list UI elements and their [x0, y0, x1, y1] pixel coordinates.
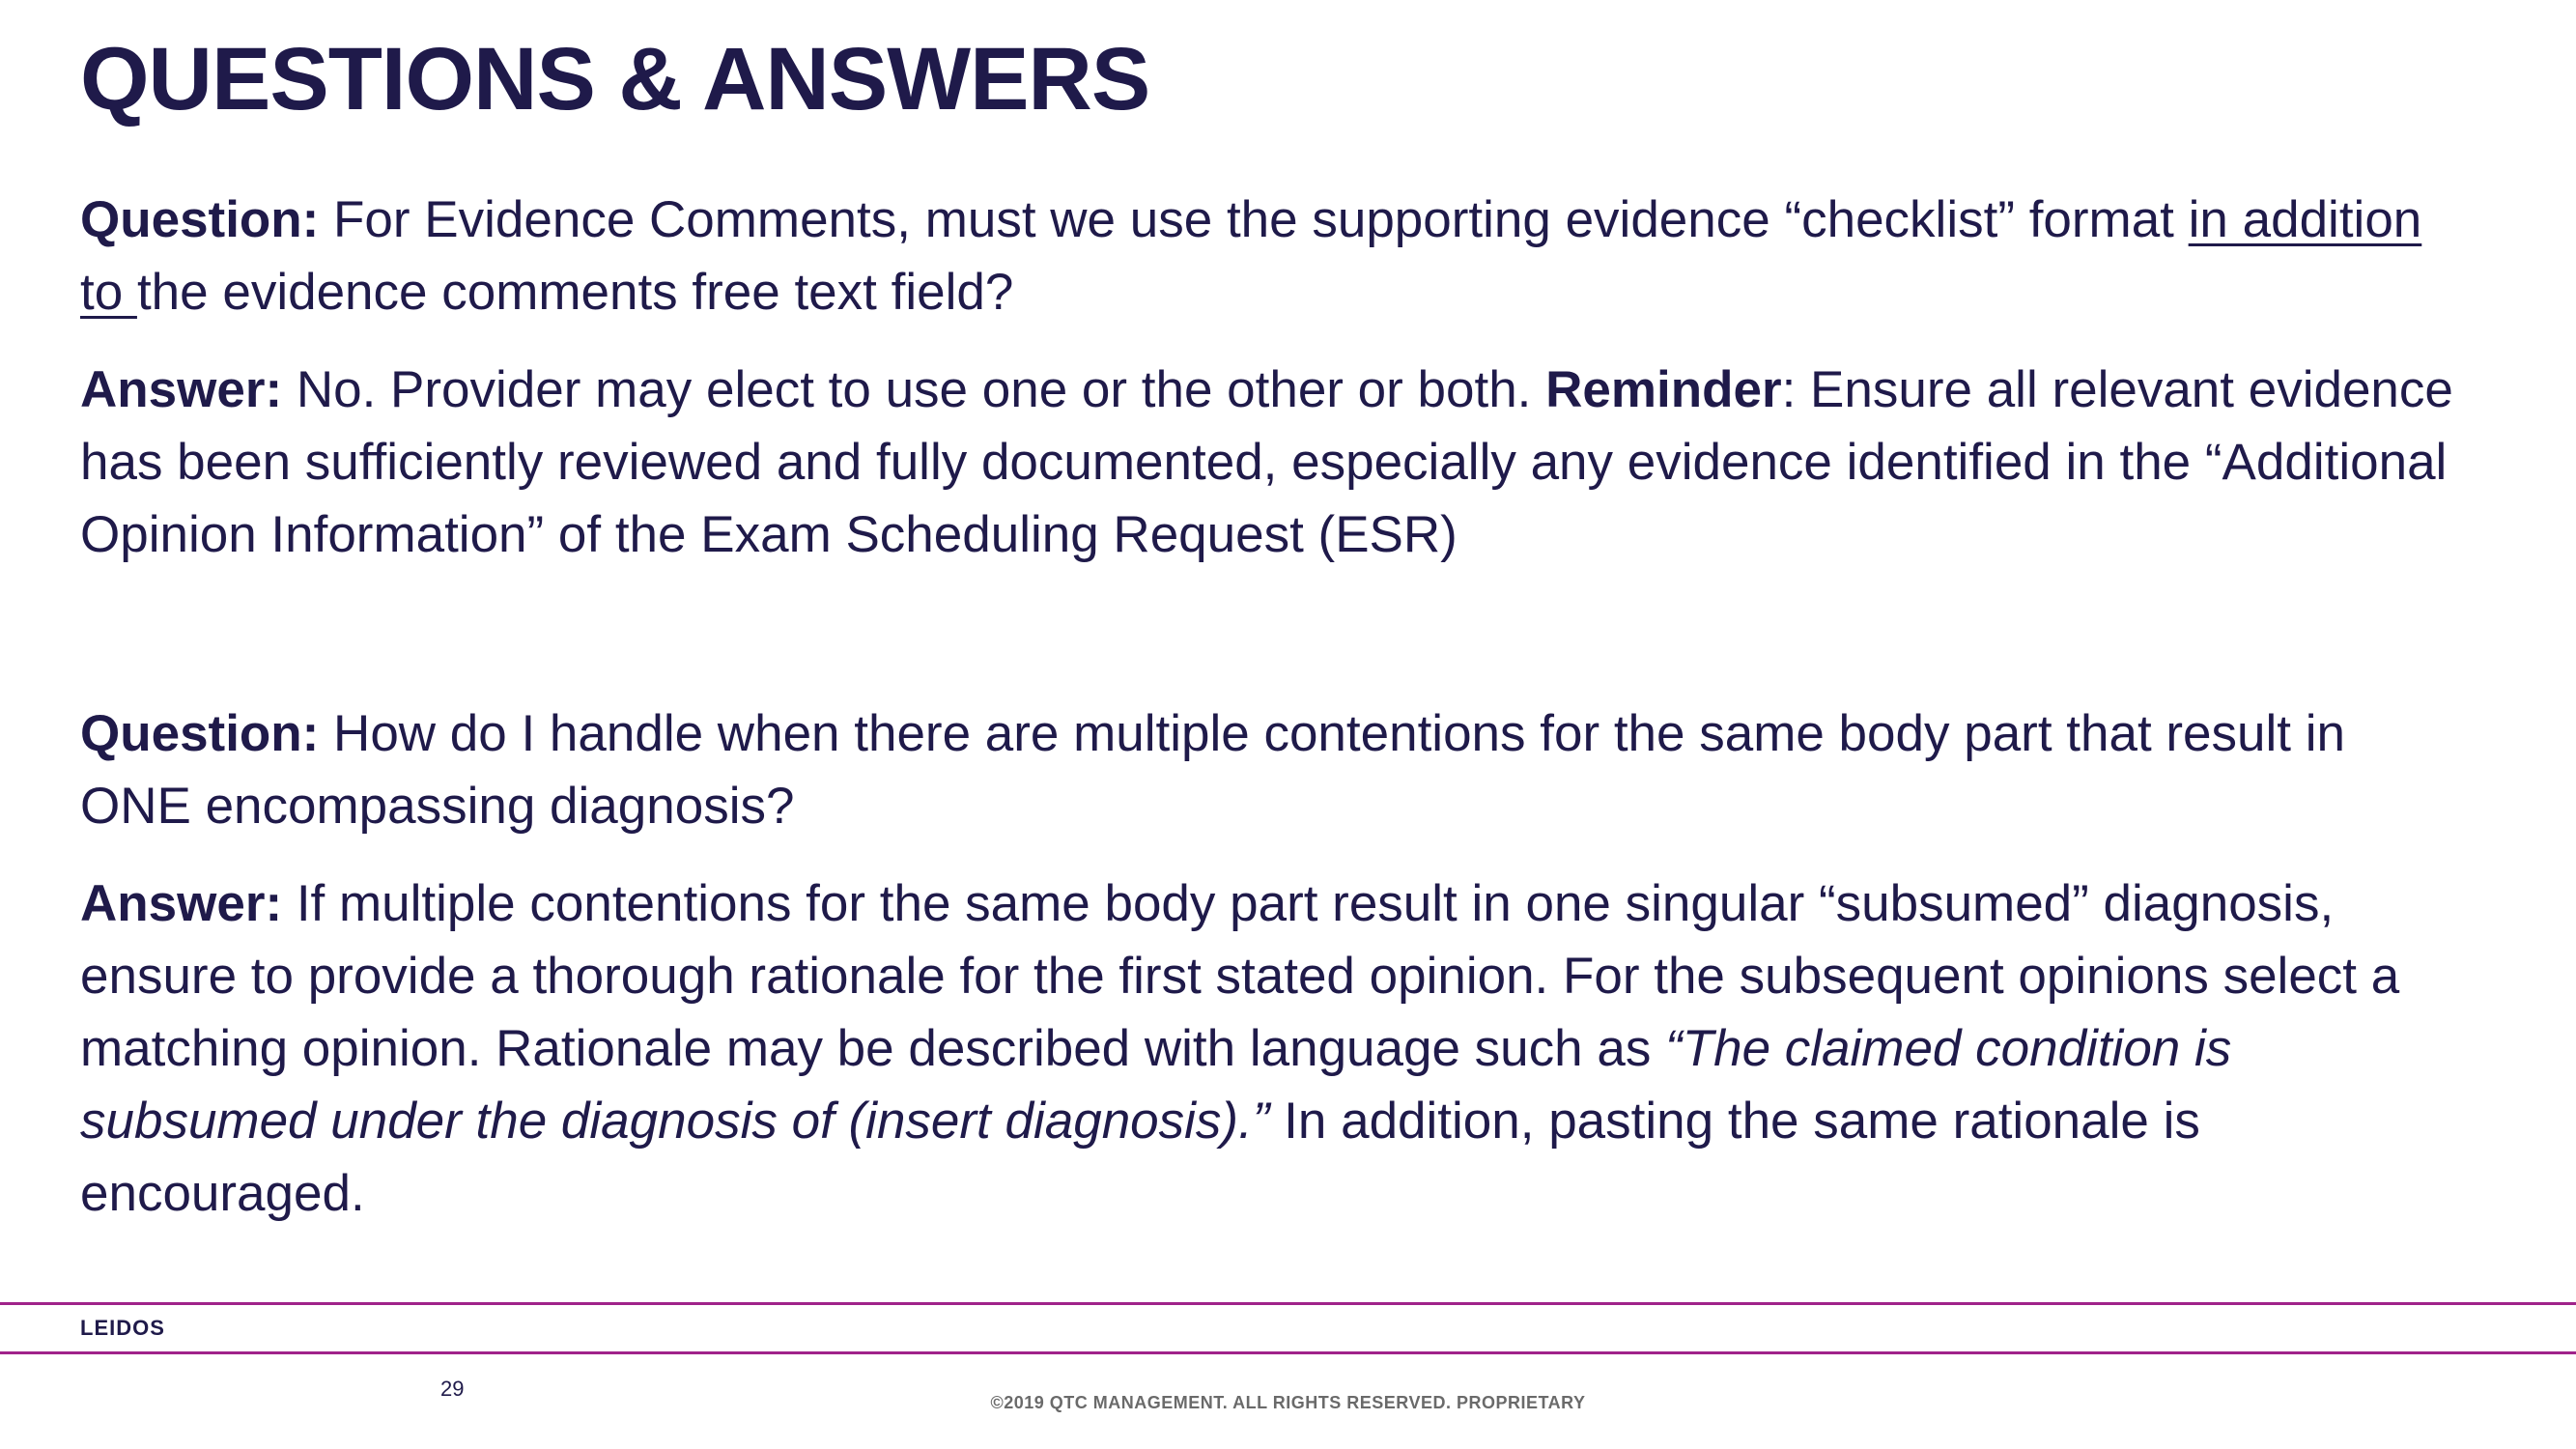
question-text-end: the evidence comments free text field? — [136, 264, 1014, 321]
footer-bottom-rule — [0, 1351, 2576, 1354]
reminder-text: : Ensure all relevant evidence has been sufficiently reviewed and fully documented, especially any evidence identified in the “Additional Opinion Information” of the Exam Scheduling Request (ESR) — [80, 361, 2453, 563]
answer-text: No. Provider may elect to use one or the other or both. — [282, 361, 1546, 418]
question-text: How do I handle when there are multiple contentions for the same body part that result in ONE encompassing diagnosis? — [80, 705, 2345, 835]
qa-content — [80, 184, 2456, 1230]
answer-text-end: In addition, pasting the same rationale is encouraged. — [80, 1093, 2200, 1222]
footer-top-rule — [0, 1302, 2576, 1305]
page-number: 29 — [440, 1377, 465, 1401]
answer-label: Answer: — [80, 875, 283, 932]
question-1 — [80, 184, 2456, 328]
answer-label: Answer: — [80, 361, 283, 418]
question-underlined-text: in addition to — [80, 191, 2422, 321]
answer-1 — [80, 354, 2456, 571]
question-label: Question: — [80, 191, 320, 248]
question-label: Question: — [80, 705, 320, 762]
answer-2 — [80, 867, 2456, 1230]
answer-text: If multiple contentions for the same body part result in one singular “subsumed” diagnosis, ensure to provide a thorough rationale for the first stated opinion. For the subsequent opinions select a matching opinion. Rationale may be described with language such as — [80, 875, 2400, 1077]
answer-italic-quote: “The claimed condition is subsumed under the diagnosis of (insert diagnosis).” — [80, 1020, 2232, 1150]
footer-brand: LEIDOS — [80, 1316, 165, 1340]
reminder-label: Reminder — [1545, 361, 1782, 418]
question-2 — [80, 697, 2456, 842]
footer-copyright: ©2019 QTC MANAGEMENT. ALL RIGHTS RESERVED. PROPRIETARY — [990, 1393, 1586, 1412]
question-text: For Evidence Comments, must we use the supporting evidence “checklist” format — [319, 191, 2189, 248]
page-title: QUESTIONS & ANSWERS — [80, 30, 1150, 128]
